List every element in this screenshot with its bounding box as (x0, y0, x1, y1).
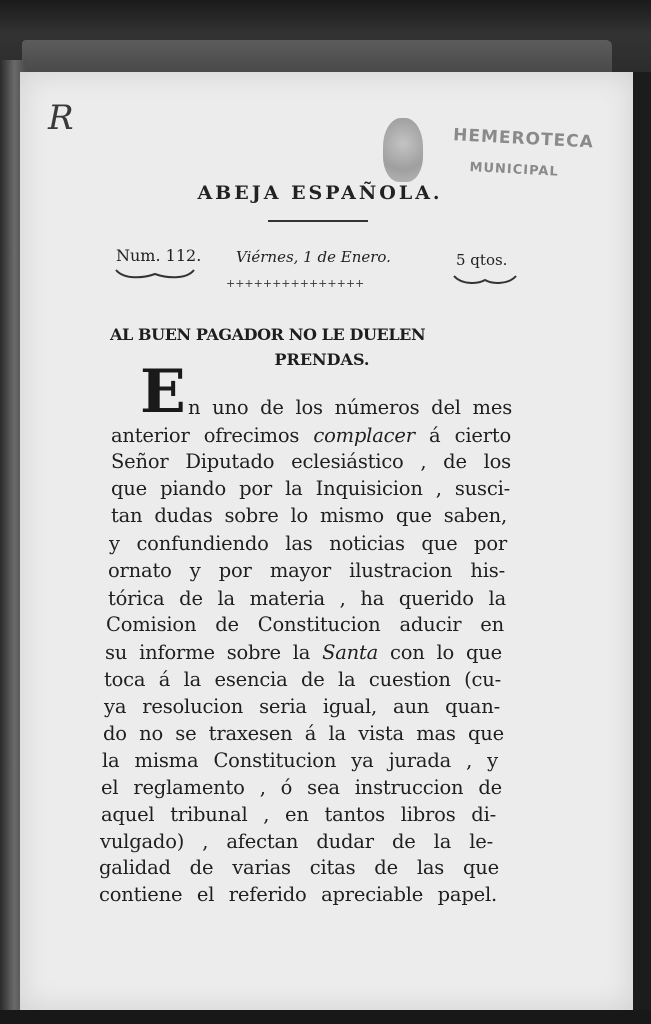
handwritten-margin-mark: R (48, 98, 74, 138)
headline-line-1: AL BUEN PAGADOR NO LE DUELEN (110, 325, 426, 344)
article-line (102, 749, 498, 772)
page-bottom-edge (0, 1010, 651, 1024)
text-run: que piando por la Inquisicion , susci- (111, 477, 510, 500)
italic-word: complacer (313, 424, 415, 447)
text-run: ya resolucion seria igual, aun quan- (104, 695, 500, 718)
text-run: y confundiendo las noticias que por (109, 532, 507, 555)
text-run: Comision de Constitucion aducir en (106, 613, 504, 636)
article-line (111, 450, 511, 473)
italic-word: Santa (322, 641, 379, 664)
issue-number: Num. 112. (116, 246, 202, 265)
article-line (101, 776, 502, 799)
article-line (104, 668, 501, 691)
stamp-line-1: HEMEROTECA (452, 125, 595, 153)
article-line (188, 396, 512, 419)
issue-date: Viérnes, 1 de Enero. (236, 248, 391, 266)
article-line (105, 641, 502, 664)
article-line (111, 477, 510, 500)
page-right-edge (633, 72, 651, 1024)
text-run: contiene el referido apreciable papel. (99, 883, 497, 906)
text-run: anterior ofrecimos (111, 424, 314, 447)
ornamental-cross-rule: +++++++++++++++ (226, 277, 365, 290)
article-line (109, 532, 507, 555)
article-line (108, 559, 505, 582)
headline-line-2: PRENDAS. (274, 350, 370, 369)
stamp-line-2: MUNICIPAL (469, 160, 560, 180)
article-line (111, 504, 507, 527)
issue-price: 5 qtos. (456, 251, 508, 269)
text-run: á cierto (414, 424, 511, 447)
drop-cap-letter: E (140, 357, 186, 427)
article-line (108, 587, 506, 610)
text-run: la misma Constitucion ya jurada , y (102, 749, 498, 772)
swash-ornament-left (114, 266, 196, 282)
article-line (99, 883, 497, 906)
article-line (99, 856, 499, 879)
text-run: aquel tribunal , en tantos libros di- (101, 803, 496, 826)
article-line (101, 803, 496, 826)
text-run: tórica de la materia , ha querido la (108, 587, 506, 610)
masthead-title: ABEJA ESPAÑOLA. (197, 182, 443, 204)
text-run: galidad de varias citas de las que (99, 856, 499, 879)
book-cover-edge (22, 40, 612, 76)
text-run: el reglamento , ó sea instruccion de (101, 776, 502, 799)
text-run: Señor Diputado eclesiástico , de los (111, 450, 511, 473)
article-line (104, 695, 500, 718)
swash-ornament-right (452, 272, 518, 288)
text-run: ornato y por mayor ilustracion his- (108, 559, 505, 582)
article-line (111, 424, 511, 447)
article-line (103, 722, 504, 745)
text-run: con lo que (378, 641, 502, 664)
text-run: n uno de los números del mes (188, 396, 512, 419)
text-run: toca á la esencia de la cuestion (cu- (104, 668, 501, 691)
article-line (106, 613, 504, 636)
text-run: su informe sobre la (105, 641, 323, 664)
text-run: do no se traxesen á la vista mas que (103, 722, 504, 745)
masthead-rule (268, 220, 368, 222)
article-line (100, 830, 493, 853)
text-run: vulgado) , afectan dudar de la le- (100, 830, 493, 853)
library-seal-stamp (383, 118, 423, 182)
text-run: tan dudas sobre lo mismo que saben, (111, 504, 507, 527)
